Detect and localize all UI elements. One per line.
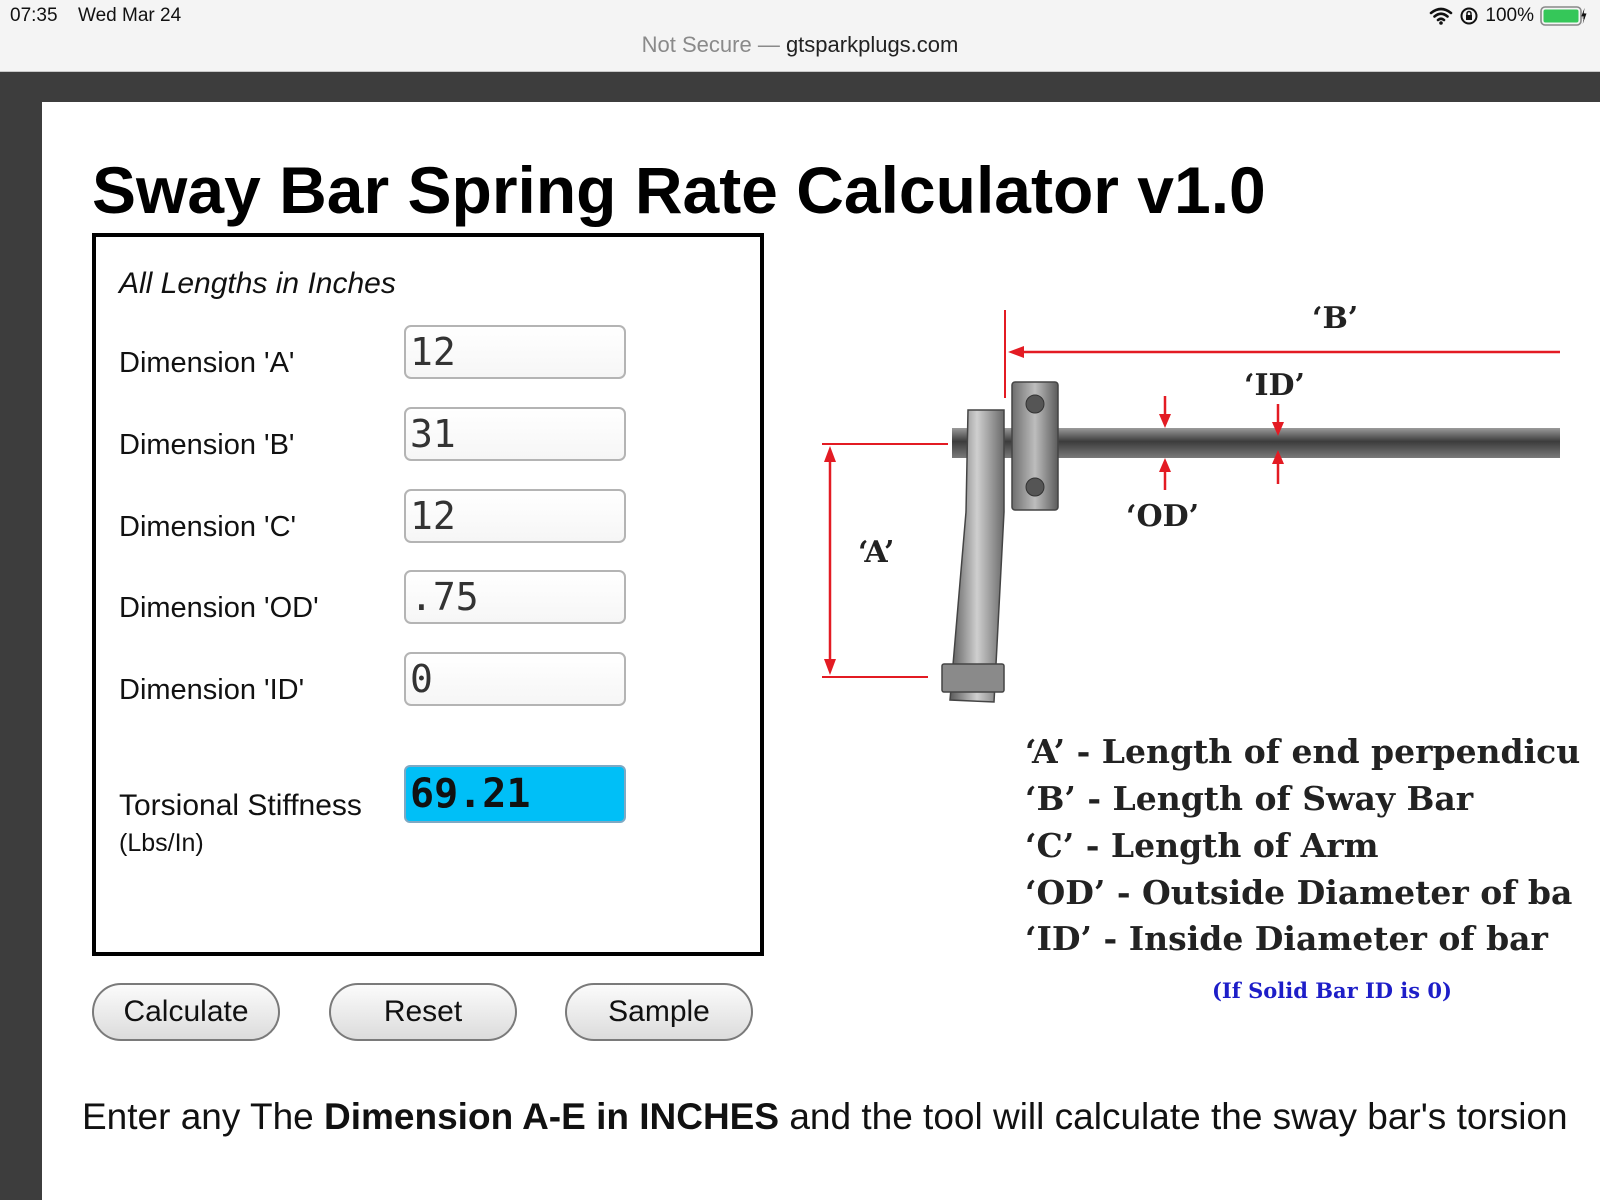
dimension-id-label: Dimension 'ID' [119,674,305,706]
address-bar[interactable] [0,32,1600,58]
instructions-after: and the tool will calculate the sway bar's torsion [779,1096,1568,1137]
dimension-a-input[interactable] [404,325,626,379]
result-label: Torsional Stiffness [119,789,362,822]
legend-a: ‘A’ - Length of end perpendicu [1025,732,1581,771]
status-bar [0,0,1600,72]
instructions-before: Enter any The [82,1096,325,1137]
dim-od-top-arrow [1159,414,1171,428]
diagram-label-od: ‘OD’ [1126,499,1200,534]
sample-button[interactable]: Sample [565,983,753,1041]
bracket-bolt-top [1026,395,1044,413]
diagram-label-b: ‘B’ [1312,301,1359,336]
legend-c: ‘C’ - Length of Arm [1025,826,1379,865]
calculate-button[interactable]: Calculate [92,983,280,1041]
units-note: All Lengths in Inches [119,267,396,300]
dimension-c-input[interactable] [404,489,626,543]
dimension-od-input[interactable] [404,570,626,624]
dimension-a-label: Dimension 'A' [119,347,295,379]
rotation-lock-icon [1459,6,1479,26]
reset-button[interactable]: Reset [329,983,517,1041]
calculator-panel [92,233,764,956]
dimension-b-label: Dimension 'B' [119,429,295,461]
sway-bar-diagram [782,292,1560,792]
legend-b: ‘B’ - Length of Sway Bar [1025,779,1474,818]
dim-a-arrow-bottom [824,659,836,675]
status-time: 07:35 [10,5,58,26]
legend-id: ‘ID’ - Inside Diameter of bar [1025,919,1548,958]
battery-percent: 100% [1485,5,1534,26]
battery-icon [1540,5,1590,27]
legend-od: ‘OD’ - Outside Diameter of ba [1025,873,1573,912]
result-unit: (Lbs/In) [119,829,204,857]
legend-note: (If Solid Bar ID is 0) [1212,978,1452,1003]
dim-od-bottom-arrow [1159,458,1171,472]
dim-b-arrow [1008,346,1024,358]
result-value: 69.21 [404,765,626,823]
url-domain: gtsparkplugs.com [785,32,959,57]
dimension-id-input[interactable] [404,652,626,706]
status-date: Wed Mar 24 [78,5,182,26]
diagram-label-a: ‘A’ [858,535,895,570]
url-separator: — [757,32,780,57]
page-title: Sway Bar Spring Rate Calculator v1.0 [92,153,1266,227]
dim-a-arrow-top [824,446,836,462]
diagram-label-id: ‘ID’ [1244,368,1305,403]
wifi-icon [1429,7,1453,25]
bracket-bolt-bottom [1026,478,1044,496]
security-label: Not Secure [641,32,752,57]
dimension-b-input[interactable] [404,407,626,461]
instructions-bold: Dimension A-E in INCHES [324,1096,780,1137]
arm-end-link [942,664,1004,692]
status-indicators [1429,4,1590,28]
instructions-text [82,1096,1568,1138]
dimension-c-label: Dimension 'C' [119,511,297,543]
dimension-od-label: Dimension 'OD' [119,592,319,624]
page-content [42,102,1600,1200]
